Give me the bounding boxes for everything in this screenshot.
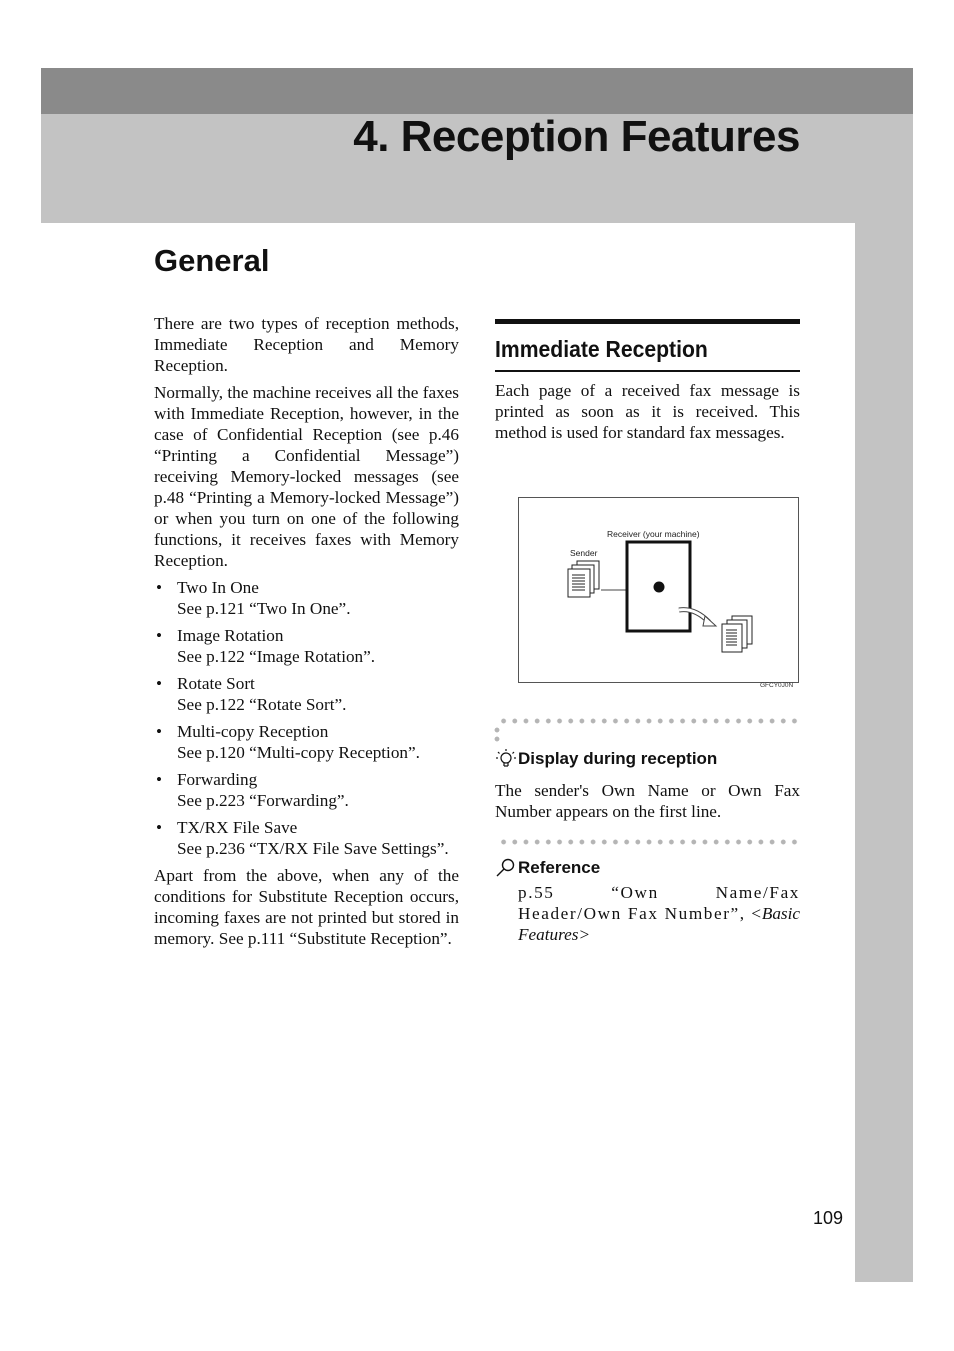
note-heading bbox=[495, 748, 717, 770]
bullet-icon: • bbox=[156, 818, 163, 837]
item-name: TX/RX File Save bbox=[177, 818, 298, 837]
immediate-reception-paragraph: Each page of a received fax message is printed as soon as it is received. This method is used for standard fax messages. bbox=[495, 381, 800, 442]
magnifier-icon bbox=[495, 857, 517, 879]
item-reference: See p.120 “Multi-copy Reception”. bbox=[177, 743, 420, 762]
side-tab-band bbox=[855, 223, 913, 1282]
list-item bbox=[154, 577, 459, 619]
reference-text: p.55 “Own Name/Fax Header/Own Fax Number”, bbox=[518, 883, 800, 923]
subsection-rule-bottom bbox=[495, 370, 800, 372]
section-title: General bbox=[154, 243, 270, 278]
closing-paragraph: Apart from the above, when any of the conditions for Substitute Reception occurs, incoming faxes are not printed but stored in memory. See p.111 “Substitute Reception”. bbox=[154, 866, 459, 948]
item-reference: See p.122 “Rotate Sort”. bbox=[177, 695, 347, 714]
reference-separator bbox=[498, 838, 800, 846]
item-name: Rotate Sort bbox=[177, 674, 255, 693]
list-item bbox=[154, 625, 459, 667]
note-title: Display during reception bbox=[518, 749, 718, 768]
intro-paragraph: There are two types of reception methods, Immediate Reception and Memory Reception. bbox=[154, 314, 459, 375]
reception-diagram-graphic bbox=[519, 498, 798, 682]
list-item bbox=[154, 721, 459, 763]
item-reference: See p.236 “TX/RX File Save Settings”. bbox=[177, 839, 449, 858]
subsection-title: Immediate Reception bbox=[495, 336, 708, 362]
list-item bbox=[154, 817, 459, 859]
right-column bbox=[495, 319, 800, 443]
note-separator-corner bbox=[494, 726, 500, 734]
bullet-icon: • bbox=[156, 722, 163, 741]
sender-document-icon bbox=[568, 561, 599, 597]
item-name: Image Rotation bbox=[177, 626, 284, 645]
note-separator-corner bbox=[494, 735, 500, 743]
figure-code: GFCY0J0N bbox=[760, 682, 794, 689]
page-number: 109 bbox=[813, 1208, 844, 1228]
bullet-icon: • bbox=[156, 770, 163, 789]
bullet-icon: • bbox=[156, 578, 163, 597]
function-list bbox=[154, 577, 459, 859]
list-item bbox=[154, 769, 459, 811]
item-name: Two In One bbox=[177, 578, 259, 597]
bullet-icon: • bbox=[156, 674, 163, 693]
chapter-title: 4. Reception Features bbox=[353, 112, 800, 161]
left-column bbox=[154, 313, 459, 955]
reference-body bbox=[518, 882, 800, 945]
item-reference: See p.122 “Image Rotation”. bbox=[177, 647, 376, 666]
reference-title: Reference bbox=[518, 858, 601, 877]
chapter-band-dark bbox=[41, 68, 913, 114]
item-reference: See p.121 “Two In One”. bbox=[177, 599, 351, 618]
lightbulb-icon bbox=[495, 748, 517, 770]
bullet-icon: • bbox=[156, 626, 163, 645]
reference-book: <Basic Features> bbox=[518, 904, 801, 944]
receiver-label: Receiver (your machine) bbox=[607, 529, 700, 539]
subsection-rule-top bbox=[495, 319, 800, 324]
list-item bbox=[154, 673, 459, 715]
printed-document-icon bbox=[722, 616, 752, 652]
item-reference: See p.223 “Forwarding”. bbox=[177, 791, 349, 810]
reference-heading bbox=[495, 857, 600, 879]
sender-label: Sender bbox=[570, 548, 598, 558]
reception-diagram bbox=[518, 497, 799, 683]
note-separator-top bbox=[498, 717, 800, 725]
receiver-machine-icon bbox=[627, 542, 690, 631]
note-body: The sender's Own Name or Own Fax Number appears on the first line. bbox=[495, 781, 800, 821]
item-name: Forwarding bbox=[177, 770, 258, 789]
intro-paragraph-2: Normally, the machine receives all the faxes with Immediate Reception, however, in the case of Confidential Reception (see p.46 “Printing a Confidential Message”) receiving Memory-locked messages (see p.48 “Printing a Memory-locked Message”) or when you turn on one of the following functions, it receives faxes with Memory Reception. bbox=[154, 383, 459, 570]
item-name: Multi-copy Reception bbox=[177, 722, 329, 741]
